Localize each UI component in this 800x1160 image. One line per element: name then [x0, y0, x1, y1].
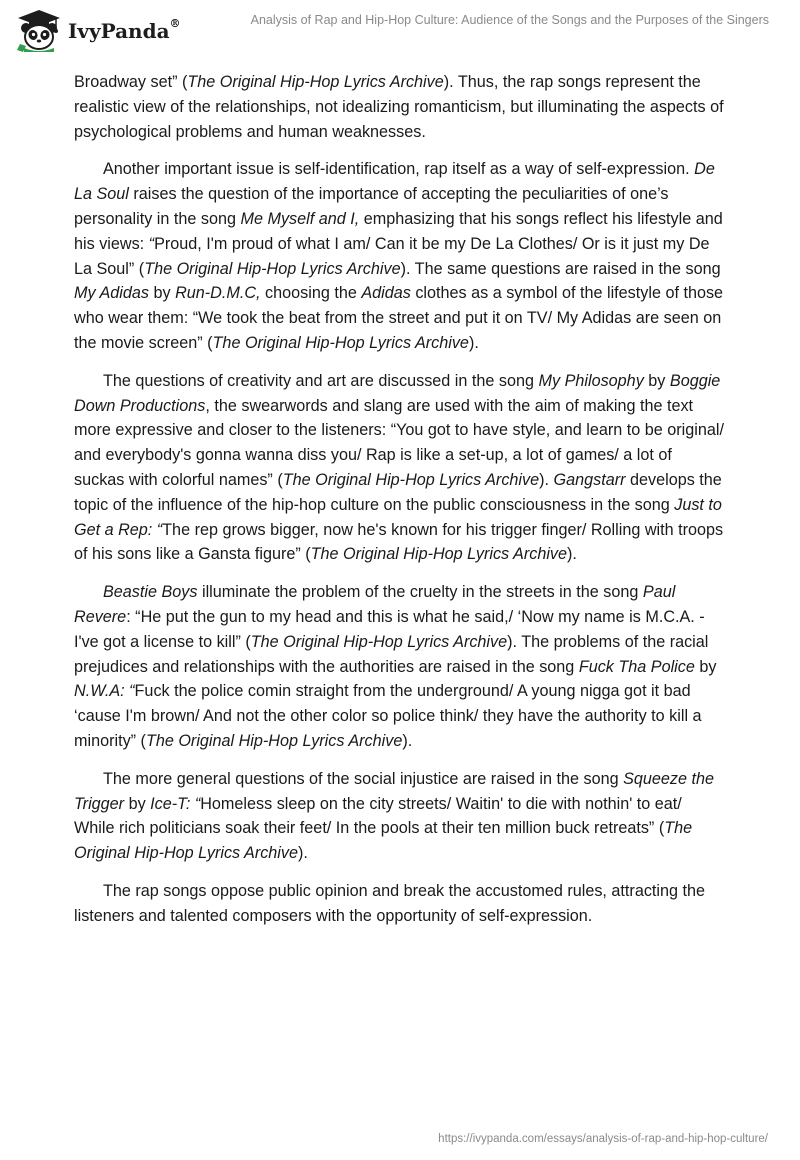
text-run: ). The same questions are raised in the song	[400, 259, 721, 278]
text-run: raises the question of the importance of accepting the peculiarities of one’s personality in the song	[74, 185, 669, 228]
artist-name: Ice-T: “	[150, 794, 201, 813]
text-run: choosing the	[260, 284, 362, 303]
text-run: Proud, I'm proud of what I am/ Can it be my De La Clothes/ Or is it just my De La Soul” (	[74, 234, 710, 278]
text-run: ).	[402, 731, 413, 750]
text-run: ). The problems of the racial prejudices and relationships with the authorities are raised in the song	[74, 632, 709, 676]
paragraph-1	[74, 70, 726, 144]
text-run: Broadway set” (	[74, 73, 188, 91]
source-url-link[interactable]: https://ivypanda.com/essays/analysis-of-rap-and-hip-hop-culture/	[438, 1133, 768, 1145]
citation: The Original Hip-Hop Lyrics Archive	[310, 545, 568, 564]
logo-text: IvyPanda	[68, 19, 170, 43]
essay-body	[74, 70, 726, 942]
text-run: illuminate the problem of the cruelty in the streets in the song	[197, 583, 643, 602]
text-run: The rap songs oppose public opinion and break the accustomed rules, attracting the listeners and talented composers with the opportunity of self-expression.	[74, 881, 706, 925]
paragraph-5	[74, 767, 726, 866]
text-run: : “He put the gun to my head and this is what he said,/ ‘Now my name is M.C.A. - I've got a license to kill” (	[74, 607, 705, 651]
artist-name: Run-D.M.C,	[175, 284, 261, 303]
text-run: ).	[468, 333, 479, 352]
quote-mark: “	[148, 234, 155, 253]
text-run: The rep grows bigger, now he's known for his trigger finger/ Rolling with troops of his sons like a Gansta figure” (	[74, 520, 724, 564]
text-run: ).	[539, 470, 554, 489]
text-run: ).	[567, 545, 577, 564]
song-title: My Philosophy	[538, 371, 644, 390]
paragraph-2	[74, 157, 726, 355]
page-header	[0, 0, 800, 60]
text-run: Homeless sleep on the city streets/ Waitin' to die with nothin' to eat/ While rich politicians soak their feet/ In the pools at their ten million buck retreats” (	[74, 794, 682, 838]
text-run: ).	[298, 844, 308, 863]
text-run: The more general questions of the social injustice are raised in the song	[103, 769, 624, 788]
text-run: ). Thus, the rap songs represent the realistic view of the relationships, not idealizing romanticism, but illuminating the aspects of psychological problems and human weaknesses.	[74, 73, 724, 141]
text-run: develops the topic of the influence of the hip-hop culture on the public consciousness in the song	[74, 470, 722, 514]
paragraph-6	[74, 879, 726, 929]
song-title: Fuck Tha Police	[578, 657, 695, 676]
text-run: by	[124, 794, 151, 813]
song-title: Squeeze the Trigger	[74, 769, 715, 813]
text-run: The questions of creativity and art are discussed in the song	[103, 371, 539, 390]
text-run: clothes as a symbol of the lifestyle of those who wear them: “We took the beat from the street and put it on TV/ My Adidas are seen on the movie screen” (	[74, 284, 724, 352]
text-run: emphasizing that his songs reflect his lifestyle and his views:	[74, 209, 723, 253]
text-run: by	[694, 657, 717, 676]
artist-name: Beastie Boys	[103, 583, 198, 602]
song-title: Just to Get a Rep: “	[74, 495, 722, 539]
text-run: by	[643, 371, 670, 390]
song-title: Paul Revere	[74, 583, 676, 626]
registered-mark: ®	[169, 17, 181, 30]
text-run: by	[148, 284, 176, 303]
citation: The Original Hip-Hop Lyrics Archive	[250, 632, 508, 651]
ivypanda-logo[interactable]	[14, 8, 181, 52]
song-title: Me Myself and I,	[240, 209, 360, 228]
panda-mascot-icon	[14, 8, 64, 52]
citation: The Original Hip-Hop Lyrics Archive	[212, 333, 469, 352]
song-title: My Adidas	[74, 284, 149, 303]
artist-name: Boggie Down Productions	[74, 371, 721, 415]
artist-name: De La Soul	[74, 160, 715, 204]
citation: The Original Hip-Hop Lyrics Archive	[187, 73, 444, 91]
text-run: , the swearwords and slang are used with the aim of making the text more expressive and closer to the listeners: “You got to have style, and learn to be original/ and everybody's gonna wanna diss you/ Rap is like a set-up, a lot of games/ a lot of suckas with colorful names” (	[74, 396, 724, 489]
citation: The Original Hip-Hop Lyrics Archive	[74, 819, 693, 863]
citation: The Original Hip-Hop Lyrics Archive	[144, 259, 401, 278]
paragraph-4	[74, 580, 726, 754]
text-run: Another important issue is self-identification, rap itself as a way of self-expression.	[103, 160, 695, 179]
artist-name: Gangstarr	[553, 470, 626, 489]
artist-name: N.W.A: “	[74, 682, 135, 701]
brand-name: Adidas	[361, 284, 411, 303]
logo-wordmark	[68, 19, 181, 43]
citation: The Original Hip-Hop Lyrics Archive	[145, 731, 403, 750]
text-run: Fuck the police comin straight from the underground/ A young nigga got it bad ‘cause I'm brown/ And not the other color so police think/ they have the authority to kill a minority” (	[74, 682, 702, 750]
citation: The Original Hip-Hop Lyrics Archive	[282, 470, 540, 489]
document-title: Analysis of Rap and Hip-Hop Culture: Audience of the Songs and the Purposes of the Singers	[250, 13, 769, 27]
paragraph-3	[74, 369, 726, 567]
